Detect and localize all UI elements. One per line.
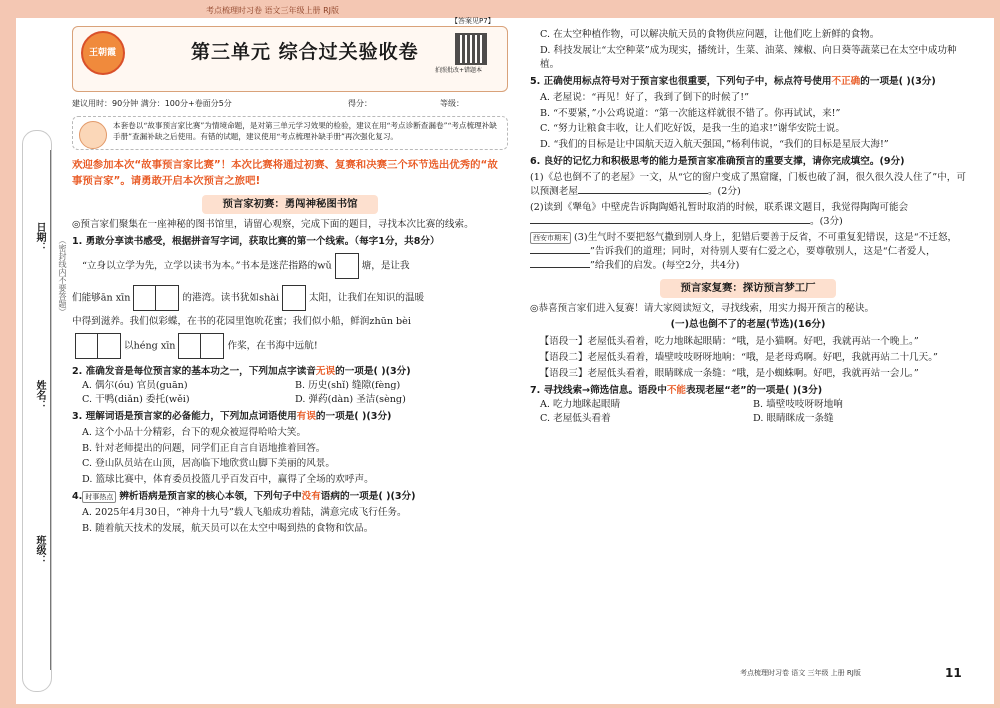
- q3-heading: [72, 410, 508, 424]
- q6-text: ”告诉我们的道理；同时，对待别人要有仁爱之心，要尊敬别人，这是“仁者爱人，: [590, 245, 936, 257]
- q6-part-2: [530, 201, 966, 229]
- q7-highlight: 不能: [666, 385, 687, 397]
- grade-field[interactable]: 等级：: [440, 99, 464, 108]
- q7-heading: [530, 384, 966, 398]
- right-column: [530, 26, 966, 426]
- q4-number: 4.: [72, 491, 83, 503]
- q4-text: 语病的一项是( )(3分): [320, 491, 416, 503]
- q3-option-d[interactable]: D. 篮球比赛中，体育委员投篮几乎百发百中，赢得了全场的欢呼声。: [82, 474, 374, 486]
- q6-text: ”给我们的启发。(每空2分，共4分): [590, 259, 740, 271]
- q2-option-a[interactable]: A. 偶尔(óu) 官员(guān): [82, 379, 188, 391]
- q6-text: (1)《总也倒不了的老屋》一文，从“它的窗户变成了黑窟窿，门板也破了洞，很久很久没人住了”中，可以预测老屋: [530, 172, 966, 198]
- q1-line-3: 中得到滋养。我们似彩蝶，在书的花园里饱吮花蜜；我们似小船，鲜润zhūn bèi: [72, 316, 411, 328]
- q5-option-b[interactable]: B. “不要紧，”小公鸡说道：“第一次能这样就很不错了。你再试试，来!”: [540, 107, 841, 119]
- answer-tag: 【答案见P7】: [451, 17, 495, 25]
- fill-blank[interactable]: [530, 253, 590, 254]
- q2-text: 的一项是( )(3分): [335, 366, 411, 378]
- q1-text: 以héng xīn: [124, 340, 176, 352]
- answer-box[interactable]: [282, 285, 306, 311]
- top-banner-text: 考点梳理时习卷 语文三年级上册 RJ版: [206, 6, 340, 15]
- footer-text: 考点梳理时习卷 语文 三年级 上册 RJ版: [740, 669, 861, 677]
- mascot-avatar: [79, 121, 107, 149]
- q3-text: 3. 理解词语是预言家的必备能力，下列加点词语使用: [72, 410, 297, 422]
- q1-text: 们能够ān xīn: [72, 292, 131, 304]
- answer-box[interactable]: [178, 333, 224, 359]
- q2-option-b[interactable]: B. 历史(shǐ) 缝隙(fèng): [295, 379, 401, 391]
- q2-option-c[interactable]: C. 干鸭(diǎn) 委托(wěi): [82, 393, 190, 405]
- q6-text: (3)生气时不要把怒气撒到别人身上，犯错后要善于反省，不可重复犯错误，这是“不迁怒，: [574, 231, 958, 243]
- q1-line-1: [72, 253, 508, 279]
- q7-text: 7. 寻找线索→筛选信息。语段中: [530, 385, 667, 397]
- meta-row: [72, 96, 508, 112]
- binding-gutter: [22, 130, 52, 692]
- q7-option-a[interactable]: A. 吃力地眯起眼睛: [540, 399, 621, 411]
- section-band-1: 预言家初赛：勇闯神秘图书馆: [202, 195, 378, 214]
- q7-option-b[interactable]: B. 墙壁吱吱呀呀地响: [753, 399, 843, 411]
- q4-highlight: 没有: [301, 491, 321, 503]
- q1-text: “立身以立学为先，立学以读书为本。”书本是迷茫指路的wǔ: [82, 260, 332, 272]
- score-field[interactable]: 得分：: [348, 99, 372, 108]
- q1-text: 的港湾。读书犹如shài: [182, 292, 280, 304]
- q5-highlight: 不正确: [831, 75, 861, 87]
- seal-note: （密封线内不要答题）: [58, 236, 67, 316]
- q6-text: (2)读到《犟龟》中壁虎告诉陶陶婚礼暂时取消的时候，联系课文题目，我觉得陶陶可能会: [530, 201, 909, 213]
- q5-option-c[interactable]: C. “努力让粮食丰收，让人们吃好饭，是我一生的追求!”谢华安院士说。: [540, 123, 845, 135]
- q1-text: 太阳，让我们在知识的温暖: [309, 292, 425, 304]
- q1-heading: 1. 勇敢分享读书感受，根据拼音写字词，获取比赛的第一个线索。（每字1分，共8分）: [72, 236, 440, 248]
- section-band-2: 预言家复赛：探访预言梦工厂: [660, 279, 836, 298]
- q5-option-a[interactable]: A. 老屋说：“再见！好了，我到了倒下的时候了!”: [540, 91, 749, 103]
- q5-heading: [530, 75, 966, 89]
- q5-text: 的一项是( )(3分): [860, 75, 936, 87]
- q6-text: 。(2分): [707, 186, 741, 198]
- q4-option-b[interactable]: B. 随着航天技术的发展，航天员可以在太空中喝到热的食物和饮品。: [82, 523, 374, 535]
- q1-text: 作桨，在书海中远航!: [227, 340, 318, 352]
- q2-highlight: 无误: [315, 366, 336, 378]
- q4-text: 辨析语病是预言家的核心本领，下列句子中: [119, 491, 302, 503]
- answer-box[interactable]: [335, 253, 359, 279]
- reading-segment-3: 【语段三】老屋低头看着，眼睛眯成一条缝：“哦，是小蜘蛛啊。好吧，我就再站一会儿。”: [539, 368, 919, 380]
- q2-option-d[interactable]: D. 弹药(dàn) 圣洁(sèng): [295, 393, 406, 405]
- q3-option-c[interactable]: C. 登山队员站在山顶，居高临下地欣赏山脚下美丽的风景。: [82, 458, 335, 470]
- time-info: 建议用时：90分钟 满分：100分+卷面分5分: [72, 99, 232, 108]
- q4-heading: [72, 490, 508, 504]
- answer-box[interactable]: [75, 333, 121, 359]
- q1-line-2: [72, 285, 508, 311]
- reading-title: (一)总也倒不了的老屋(节选)(16分): [670, 319, 826, 331]
- q6-text: 。(3分): [810, 215, 843, 227]
- date-label: 日期：: [34, 222, 45, 252]
- q3-option-b[interactable]: B. 针对老师提出的问题，同学们正自言自语地推着回答。: [82, 442, 326, 454]
- tip-text: 本套卷以“故事预言家比赛”为情境命题，是对第三单元学习效果的检验，建议在用“考点诊断查漏卷”“考点梳理补缺手册”查漏补缺之后使用。有错的试题，建议使用“考点梳理补缺手册”再次强化复习。: [113, 121, 497, 141]
- q2-options-row-2: [72, 393, 508, 407]
- q2-text: 2. 准确发音是每位预言家的基本功之一，下列加点字读音: [72, 366, 316, 378]
- qr-code-icon[interactable]: [455, 33, 487, 65]
- tip-box: [72, 116, 508, 150]
- q3-text: 的一项是( )(3分): [315, 410, 392, 422]
- q4-option-c[interactable]: C. 在太空种植作物，可以解决航天员的食物供应问题，让他们吃上新鲜的食物。: [540, 29, 880, 40]
- title-header: [72, 17, 508, 92]
- page-number: 11: [945, 666, 962, 680]
- answer-box[interactable]: [133, 285, 179, 311]
- q7-options-row-1: [530, 398, 966, 412]
- seal-line: [50, 150, 51, 670]
- page-title: 第三单元 综合过关验收卷: [191, 41, 419, 63]
- q4-option-d[interactable]: D. 科技发展让“太空种菜”成为现实，播统计，生菜、油菜、辣椒、向日葵等蔬菜已在太空中成功种植。: [540, 44, 957, 70]
- q1-line-4: [72, 333, 508, 359]
- section-2-text: ◎恭喜预言家们进入复赛！请大家阅读短文，寻找线索，用实力揭开预言的秘诀。: [530, 302, 875, 314]
- q7-options-row-2: [530, 412, 966, 426]
- fill-blank[interactable]: [530, 267, 590, 268]
- intro-text: 欢迎参加本次“故事预言家比赛”！本次比赛将通过初赛、复赛和决赛三个环节选出优秀的“故事预言家”。请勇敢开启本次预言之旅吧!: [72, 159, 498, 188]
- qr-label: 拍照批改+错题本: [435, 67, 483, 74]
- name-label: 姓名：: [34, 380, 45, 410]
- brand-logo-text: 王朝霞: [89, 48, 117, 58]
- q7-text: 表现老屋“老”的一项是( )(3分): [686, 385, 823, 397]
- class-label: 班级：: [34, 535, 45, 565]
- q6-part-1: [530, 171, 966, 199]
- q5-option-d[interactable]: D. “我们的目标是让中国航天迈入航天强国，”杨利伟说，“我们的目标是星辰大海!”: [540, 139, 889, 151]
- fill-blank[interactable]: [530, 223, 810, 224]
- section-1-text: ◎预言家们聚集在一座神秘的图书馆里，请留心观察，完成下面的题目，寻找本次比赛的线索。: [72, 219, 474, 231]
- left-column: [72, 17, 508, 538]
- q4-option-a[interactable]: A. 2025年4月30日，“神舟十九号”载人飞船成功着陆，满意完成飞行任务。: [82, 507, 407, 519]
- q7-option-c[interactable]: C. 老屋低头看着: [540, 412, 611, 424]
- reading-segment-1: 【语段一】老屋低头看着，吃力地眯起眼睛：“哦，是小猫啊。好吧，我就再站一个晚上。”: [539, 336, 919, 348]
- q3-highlight: 有误: [296, 410, 316, 422]
- brand-logo: [81, 31, 125, 75]
- q2-heading: [72, 365, 508, 379]
- q6-heading: 6. 良好的记忆力和积极思考的能力是预言家准确预言的重要支撑，请你完成填空。(9分): [530, 156, 905, 168]
- q5-text: 5. 正确使用标点符号对于预言家也很重要，下列句子中，标点符号使用: [530, 75, 832, 87]
- q2-options-row-1: [72, 379, 508, 393]
- q4-tag: 时事热点: [82, 491, 116, 503]
- q7-option-d[interactable]: D. 眼睛眯成一条缝: [753, 412, 834, 424]
- reading-segment-2: 【语段二】老屋低头看着，墙壁吱吱呀呀地响：“哦，是老母鸡啊。好吧，我就再站二十几天。”: [539, 352, 938, 364]
- fill-blank[interactable]: [578, 193, 708, 194]
- q6-tag: 西安市期末: [530, 232, 571, 244]
- top-banner: [16, 4, 994, 18]
- q6-part-3: [530, 231, 966, 273]
- q1-text: 塘，是让我: [361, 260, 410, 272]
- q3-option-a[interactable]: A. 这个小品十分精彩，台下的观众被逗得哈哈大笑。: [82, 426, 307, 438]
